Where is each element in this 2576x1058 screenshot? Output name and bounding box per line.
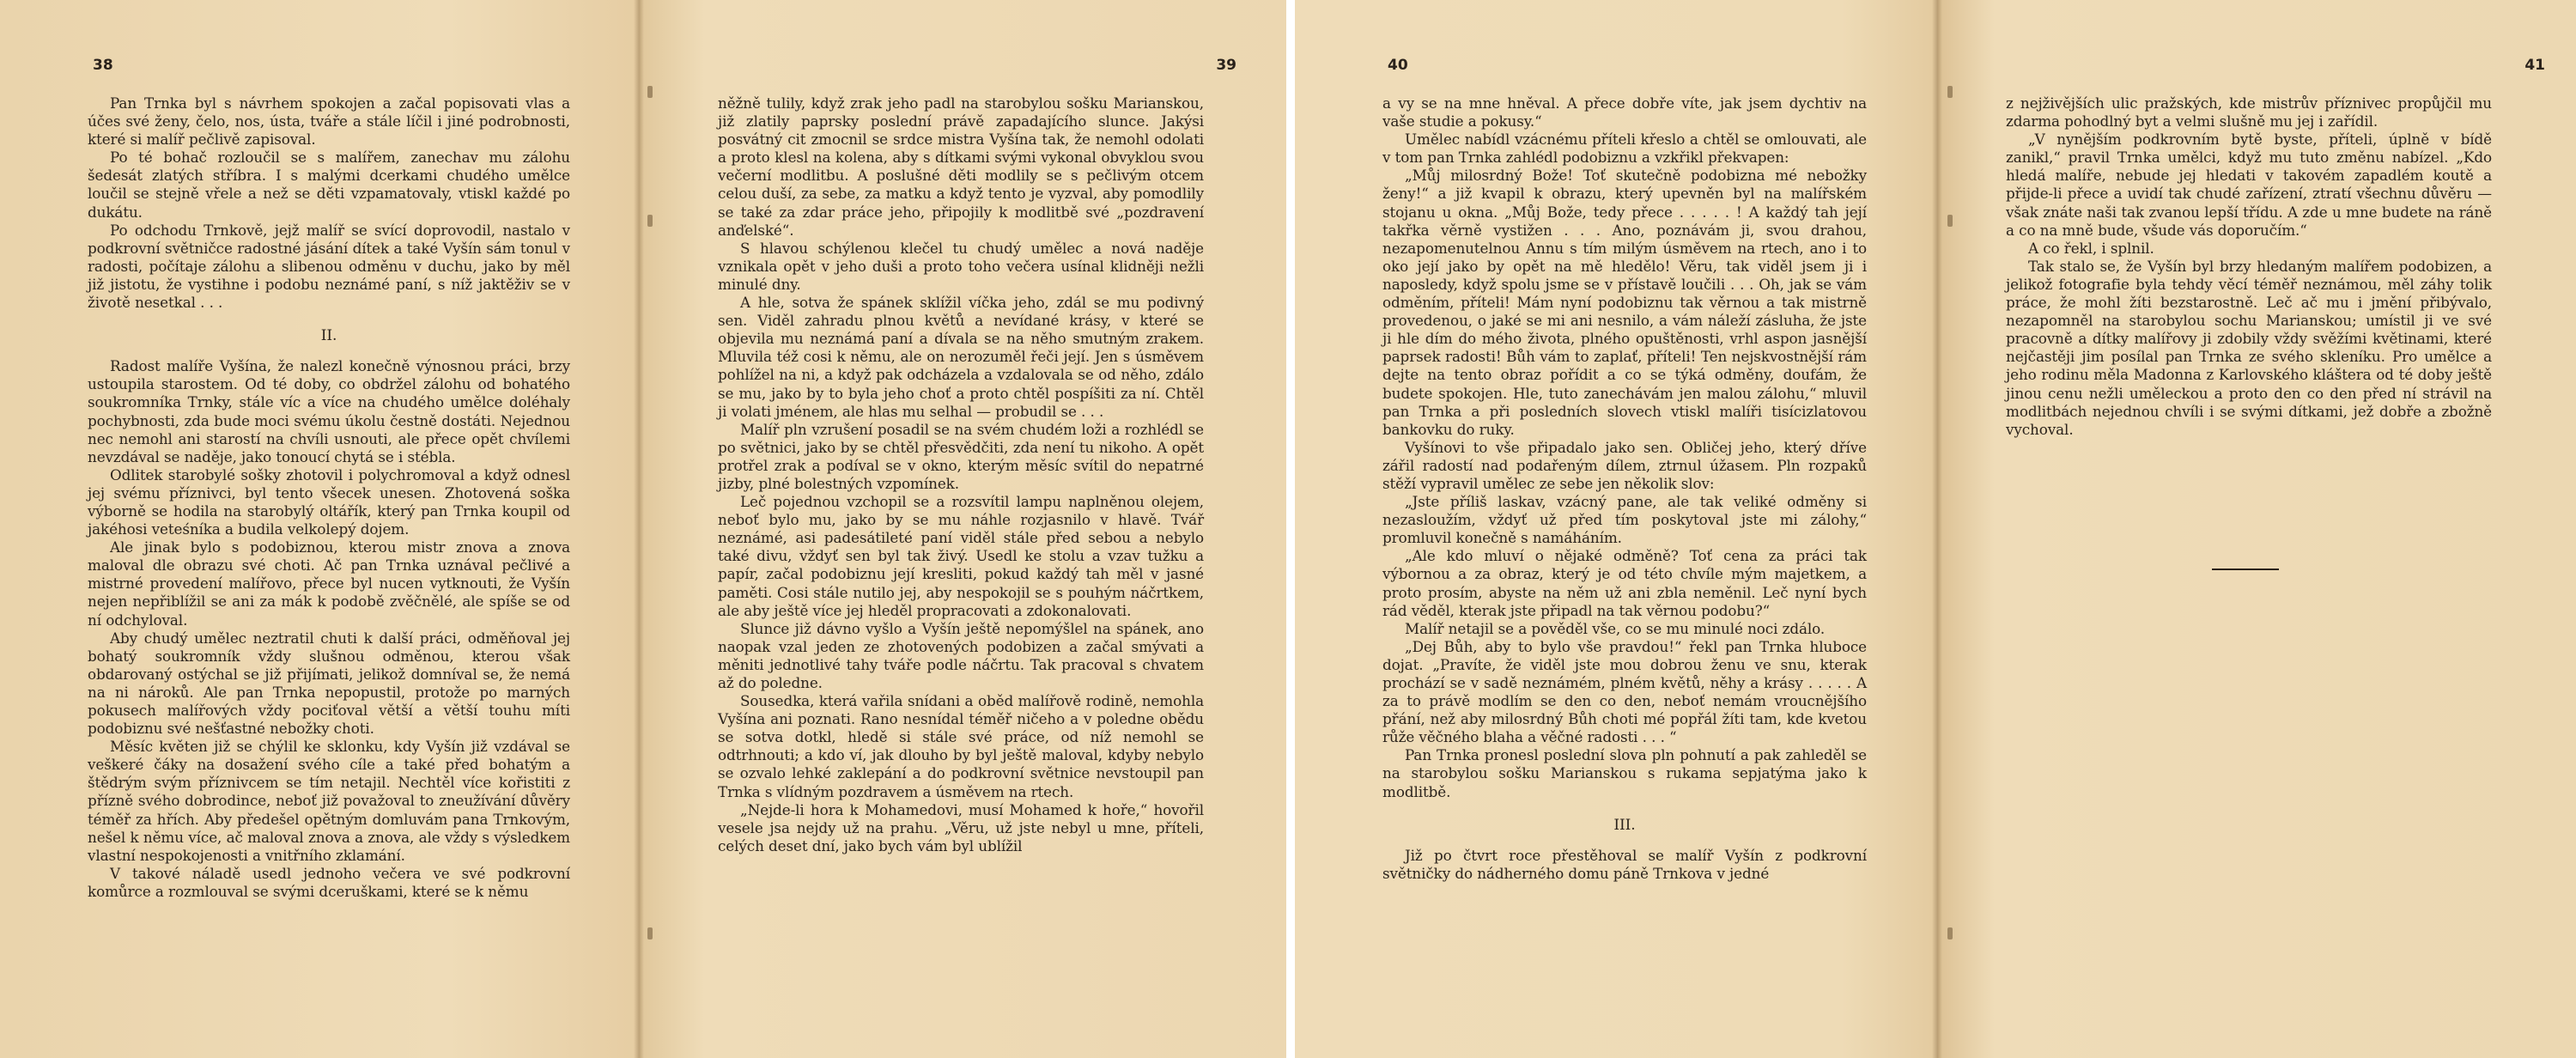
page-number: 38	[93, 57, 113, 74]
page-text	[2006, 94, 2492, 439]
paragraph: Malíř netajil se a pověděl vše, co se mu minulé noci zdálo.	[1405, 619, 1826, 637]
binding-mark	[647, 215, 653, 227]
section-heading: II.	[320, 327, 337, 345]
binding-mark	[1947, 215, 1953, 227]
paragraph: Již po čtvrt roce přestěhoval se malíř Vyšín z podkrovní světničky do nádherného domu páně Trnkova v jedné	[1382, 846, 1867, 882]
binding-mark	[647, 927, 653, 939]
binding-mark	[647, 86, 653, 98]
page-text	[1382, 94, 1867, 883]
page-number: 40	[1388, 57, 1408, 74]
page-gutter-shadow	[1937, 0, 1942, 1058]
paragraph: „Můj milosrdný Bože! Toť skutečně podobizna mé nebožky ženy!“ a již kvapil k obrazu, který upevněn byl na malířském stojanu u okna. „Můj Bože, tedy přece . . . . . ! A každý tah její takřka věrně vystižen . . . Ano, poznávám ji, svou drahou, nezapomenutelnou Annu s tím milým úsměvem na rtech, ano i to oko její jako by opět na mě hledělo! Věru, tak viděl jsem ji i naposledy, když spolu jsme se v přístavě loučili . . . Oh, jak se vám odměním, příteli! Mám nyní podobiznu tak věrnou a tak mistrně provedenou, o jaké se mi ani nesnilo, a vám náleží zásluha, že jste ji hle dím do mého života, plného opuštěnosti, vrhl aspon jasnější paprsek radosti! Bůh vám to zaplať, příteli! Ten nejskvostnější rám dejte na tento obraz pořídit a co se týká odměny, doufám, že budete spokojen. Hle, tuto zanechávám jen malou zálohu,“ mluvil pan Trnka a při posledních slovech vtiskl malíři tisícizlatovou bankovku do ruky.	[1382, 167, 1867, 438]
paragraph: Po odchodu Trnkově, jejž malíř se svící doprovodil, nastalo v podkrovní světničce radostné jásání dítek a také Vyšín sám tonul v radosti, počítaje zálohu a slibenou odměnu v duchu, jako by měl již jistotu, že vystihne i podobu neznámé paní, s níž jaktěživ se v životě nesetkal . . .	[88, 221, 570, 312]
paragraph: Malíř pln vzrušení posadil se na svém chudém loži a rozhlédl se po světnici, jako by se chtěl přesvědčiti, zda není tu nikoho. A opět protřel zrak a podíval se v okno, kterým měsíc svítil do nepatrné jizby, plné bolestných vzpomínek.	[718, 420, 1204, 492]
paragraph: „V nynějším podkrovním bytě byste, příteli, úplně v bídě zanikl,“ pravil Trnka umělci, když mu tuto změnu nabízel. „Kdo hledá malíře, nebude jej hledati v takovém zapadlém koutě a přijde-li přece a uvidí tak chudé zařízení, ztratí všechnu důvěru — však znáte naši tak zvanou lepší třídu. A zde u mne budete na ráně a co na mně bude, všude vás doporučím.“	[2006, 131, 2492, 239]
section-heading: III.	[1613, 816, 1636, 834]
paragraph: Měsíc květen již se chýlil ke sklonku, kdy Vyšín již vzdával se veškeré čáky na dosažení svého cíle a také před bohatým a štědrým svým příznivcem se tím netajil. Nechtěl více kořistiti z přízně svého dobrodince, neboť již považoval to zneužívání důvěry téměř za hřích. Aby předešel opětným domluvám pana Trnkovým, nešel k němu více, ač maloval znova a znova, ale vždy s výsledkem vlastní nespokojenosti a vnitřního zklamání.	[88, 738, 570, 864]
paragraph: a vy se na mne hněval. A přece dobře víte, jak jsem dychtiv na vaše studie a pokusy.“	[1382, 94, 1867, 131]
paragraph: S hlavou schýlenou klečel tu chudý umělec a nová naděje vznikala opět v jeho duši a proto toho večera usínal klidněji nežli minulé dny.	[718, 239, 1204, 293]
end-rule	[2212, 569, 2279, 570]
paragraph: „Nejde-li hora k Mohamedovi, musí Mohamed k hoře,“ hovořil vesele jsa nejdy už na prahu. „Věru, už jste nebyl u mne, příteli, celých deset dní, jako bych vám byl ublížil	[718, 800, 1204, 854]
paragraph: Leč pojednou vzchopil se a rozsvítil lampu naplněnou olejem, neboť bylo mu, jako by se mu náhle rozjasnilo v hlavě. Tvář neznámé, asi padesátileté paní viděl stále před sebou a nebylo také divu, vždyť sen byl tak živý. Usedl ke stolu a vzav tužku a papír, začal podobiznu její kresliti, pokud každý tah měl v jasné paměti. Cosi stále nutilo jej, aby nespokojil se s pouhým náčrtkem, ale aby ještě více jej hleděl propracovati a zdokonalovati.	[718, 493, 1204, 619]
page-41	[1937, 0, 2576, 1058]
paragraph: V takové náladě usedl jednoho večera ve své podkrovní komůrce a rozmlouval se svými dceruškami, které se k němu	[88, 864, 570, 900]
paragraph: něžně tulily, když zrak jeho padl na starobylou sošku Marianskou, již zlatily paprsky poslední právě zapadajícího slunce. Jakýsi posvátný cit zmocnil se srdce mistra Vyšína tak, že nemohl odolati a proto klesl na kolena, aby s dítkami svými vykonal obvyklou svou večerní modlitbu. A poslušné děti modlily se s pečlivým otcem celou duší, za sebe, za matku a když tento je vyzval, aby pomodlily se také za zdar práce jeho, připojily k modlitbě své „pozdravení anďelské“.	[718, 94, 1204, 239]
paragraph: „Ale kdo mluví o nějaké odměně? Toť cena za práci tak výbornou a za obraz, který je od této chvíle mým majetkem, a proto prosím, abyste na něm už ani zbla neměnil. Leč nyní bych rád věděl, kterak jste připadl na tak věrnou podobu?“	[1382, 547, 1867, 619]
paragraph: A co řekl, i splnil.	[2028, 239, 2154, 257]
paragraph: Ale jinak bylo s podobiznou, kterou mistr znova a znova maloval dle obrazu své choti. Ač pan Trnka uznával pečlivé a mistrné provedení malířovo, přece byl nucen vytknouti, že Vyšín nejen nepřiblížil se ani za mák k podobě zvěčnělé, ale spíše se od ní odchyloval.	[88, 538, 570, 629]
paragraph: Pan Trnka byl s návrhem spokojen a začal popisovati vlas a účes své ženy, čelo, nos, ústa, tváře a stále líčil i jiné podrobnosti, které si malíř pečlivě zapisoval.	[88, 94, 570, 149]
binding-mark	[1947, 86, 1953, 98]
paragraph: Odlitek starobylé sošky zhotovil i polychromoval a když odnesl jej svému příznivci, byl tento všecek unesen. Zhotovená soška výborně se hodila na starobylý oltářík, který pan Trnka koupil od jakéhosi veteśníka a budila velkolepý dojem.	[88, 465, 570, 538]
page-number: 41	[2524, 57, 2545, 74]
paragraph: Vyšínovi to vše připadalo jako sen. Obličej jeho, který dříve zářil radostí nad podařeným dílem, ztrnul úžasem. Pln rozpaků stěží vypravil umělec ze sebe jen několik slov:	[1382, 438, 1867, 492]
page-38	[0, 0, 639, 1058]
paragraph: Sousedka, která vařila snídani a oběd malířově rodině, nemohla Vyšína ani poznati. Rano nesnídal téměř ničeho a v poledne obědu se sotva dotkl, hledě si stále své práce, od níž nemohl se odtrhnouti; a kdo ví, jak dlouho by byl ještě maloval, kdyby nebylo se ozvalo lehké zaklepání a do podkrovní světnice nevstoupil pan Trnka s vlídným pozdravem a úsměvem na rtech.	[718, 692, 1204, 800]
paragraph: Radost malíře Vyšína, že nalezl konečně výnosnou práci, brzy ustoupila starostem. Od té doby, co obdržel zálohu od bohatého soukromníka Trnky, stále víc a více na chudého umělce doléhaly pochybnosti, zda bude moci svému úkolu čestně dostáti. Nejednou nec nemohl ani starostí na chvíli usnouti, ale přece opět chvílemi nevzdával se naděje, jako tonoucí chytá se i stébla.	[88, 357, 570, 465]
binding-mark	[1947, 927, 1953, 939]
page-gutter-shadow	[639, 0, 644, 1058]
paragraph: Aby chudý umělec neztratil chuti k další práci, odměňoval jej bohatý soukromník vždy slušnou odměnou, kterou však obdarovaný ostýchal se již přijímati, jelikož domníval se, že nemá na ni nároků. Ale pan Trnka nepopustil, protože po marných pokusech malířových vždy pociťoval větší a větší touhu míti podobiznu své nešťastné nebožky choti.	[88, 629, 570, 738]
page-text	[88, 94, 570, 901]
paragraph: A hle, sotva že spánek sklížil víčka jeho, zdál se mu podivný sen. Viděl zahradu plnou květů a nevídané krásy, v které se objevila mu neznámá paní a dívala se na něho smutným zrakem. Mluvila též cosi k němu, ale on nerozuměl řeči její. Jen s úsměvem pohlížel na ni, a když pak odcházela a vzdalovala se od něho, zdálo se mu, jako by to byla jeho choť a proto chtěl pospíšiti za ní. Chtěl ji volati jménem, ale hlas mu selhal — probudil se . . .	[718, 294, 1204, 420]
page-number: 39	[1216, 57, 1236, 74]
paragraph: „Jste příliš laskav, vzácný pane, ale tak veliké odměny si nezasloužím, vždyť už před tím poskytoval jste mi zálohy,“ promluvil konečně s namáháním.	[1382, 493, 1867, 547]
paragraph: „Dej Bůh, aby to bylo vše pravdou!“ řekl pan Trnka hluboce dojat. „Pravíte, že viděl jste mou dobrou ženu ve snu, kterak prochází se v sadě neznámém, plném květů, něhy a krásy . . . . . A za to právě modlím se den co den, neboť nemám vroucnějšího přání, než aby milosrdný Bůh choti mé popřál žíti tam, kde kvetou růže věčného blaha a věčné radosti . . . “	[1382, 637, 1867, 746]
paragraph: Po té bohač rozloučil se s malířem, zanechav mu zálohu šedesát zlatých stříbra. I s malými dcerkami chudého umělce loučil se stejně vřele a než se děti vzpamatovaly, vtiskl každé po dukátu.	[88, 149, 570, 221]
page-text	[718, 94, 1204, 855]
paragraph: Slunce již dávno vyšlo a Vyšín ještě nepomýšlel na spánek, ano naopak vzal jeden ze zhotovených podobizen a začal smývati a měniti jednotlivé tahy tváře podle náčrtu. Tak pracoval s chvatem až do poledne.	[718, 619, 1204, 691]
page-39	[639, 0, 1295, 1058]
paragraph: Umělec nabídl vzácnému příteli křeslo a chtěl se omlouvati, ale v tom pan Trnka zahlédl podobiznu a vzkřikl překvapen:	[1382, 131, 1867, 167]
paragraph: z nejživějších ulic pražských, kde mistrův příznivec propůjčil mu zdarma pohodlný byt a velmi slušně mu jej i zařídil.	[2006, 94, 2492, 131]
paragraph: Tak stalo se, že Vyšín byl brzy hledaným malířem podobizen, a jelikož fotografie byla tehdy věcí téměř neznámou, měl záhy tolik práce, že mohl žíti bezstarostně. Leč ač mu i jmění přibývalo, nezapomněl na starobylou sochu Marianskou; umístil ji ve své pracovně a dítky malířovy ji zdobily vždy svěžími květinami, které nejčastěji jim posílal pan Trnka ze svého skleníku. Pro umělce a jeho rodinu měla Madonna z Karlovského kláštera od té doby ještě jinou cenu nežli uměleckou a proto den co den před ní strávil na modlitbách nejednou chvíli i se svými dítkami, jež dobře a zbožně vychoval.	[2006, 257, 2492, 438]
paragraph: Pan Trnka pronesl poslední slova pln pohnutí a pak zahleděl se na starobylou sošku Marianskou s rukama sepjatýma jako k modlitbě.	[1382, 746, 1867, 800]
page-40	[1295, 0, 1937, 1058]
